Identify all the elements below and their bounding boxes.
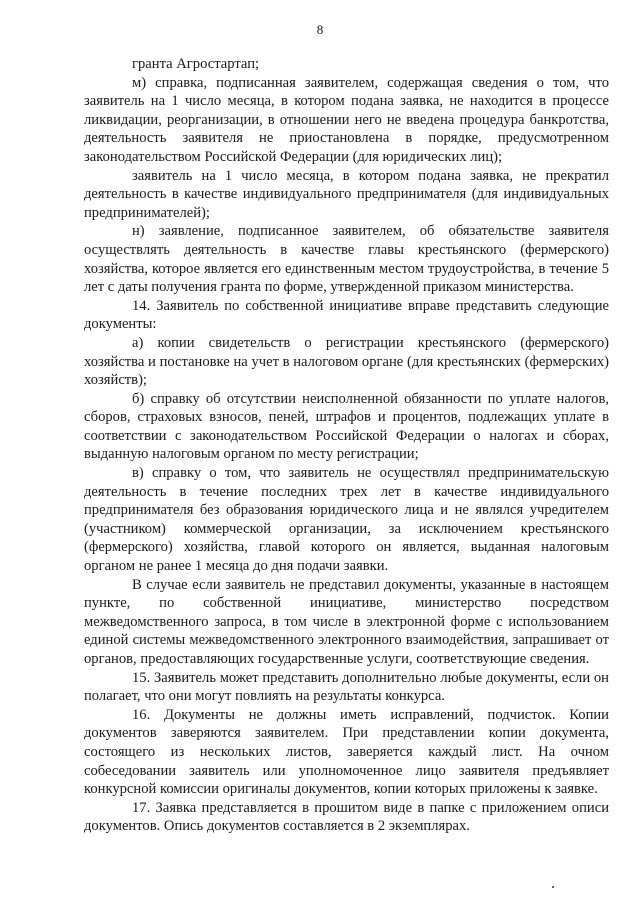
paragraph-item-a: а) копии свидетельств о регистрации крестьянского (фермерского) хозяйства и постановке на учет в налоговом органе (для крестьянских (фермерских) хозяйств); [84,334,609,389]
paragraph-item-b: б) справку об отсутствии неисполненной обязанности по уплате налогов, сборов, страховых взносов, пеней, штрафов и процентов, подлежащих уплате в соответствии с законодательством Российской Федерации о налогах и сборах, выданную налоговым органом по месту регистрации; [84,390,609,463]
paragraph-interagency-request: В случае если заявитель не представил документы, указанные в настоящем пункте, по собственной инициативе, министерство посредством межведомственного запроса, в том числе в электронной форме с использованием единой системы межведомственного электронного взаимодействия, запрашивает от органов, предоставляющих государственные услуги, соответствующие сведения. [84,576,609,667]
paragraph-clause-16: 16. Документы не должны иметь исправлений, подчисток. Копии документов заверяются заявителем. При представлении копии документа, состоящего из нескольких листов, заверяется каждый лист. На очном собеседовании заявитель или уполномоченное лицо заявителя предъявляет конкурсной комиссии оригиналы документов, копии которых приложены к заявке. [84,706,609,798]
paragraph-clause-15: 15. Заявитель может представить дополнительно любые документы, если он полагает, что они могут повлиять на результаты конкурса. [84,669,609,705]
paragraph-item-m: м) справка, подписанная заявителем, содержащая сведения о том, что заявитель на 1 число месяца, в котором подана заявка, не находится в процессе ликвидации, реорганизации, в отношении него не введена процедура банкротства, деятельность заявителя не приостановлена в порядке, предусмотренном законодательством Российской Федерации (для юридических лиц); [84,74,609,165]
paragraph-item-m-individual: заявитель на 1 число месяца, в котором подана заявка, не прекратил деятельность в качестве индивидуального предпринимателя (для индивидуальных предпринимателей); [84,167,609,221]
paragraph-continuation: гранта Агростартап; [132,56,260,72]
paragraph-clause-14: 14. Заявитель по собственной инициативе вправе представить следующие документы: [84,297,609,333]
page-number: 8 [316,22,324,37]
scan-speck [552,886,554,888]
paragraph-clause-17: 17. Заявка представляется в прошитом виде в папке с приложением описи документов. Опись документов составляется в 2 экземплярах. [84,799,609,835]
document-body [84,55,609,836]
paragraph-item-v: в) справку о том, что заявитель не осуществлял предпринимательскую деятельность в течение последних трех лет в качестве индивидуального предпринимателя без образования юридического лица и не являлся учредителем (участником) коммерческой организации, за исключением крестьянского (фермерского) хозяйства, главой которого он является, выданная налоговым органом не ранее 1 месяца до дня подачи заявки. [84,465,609,575]
paragraph-item-n: н) заявление, подписанное заявителем, об обязательстве заявителя осуществлять деятельность в качестве главы крестьянского (фермерского) хозяйства, которое является его единственным местом трудоустройства, в течение 5 лет с даты получения гранта по форме, утвержденной приказом министерства. [84,223,609,296]
